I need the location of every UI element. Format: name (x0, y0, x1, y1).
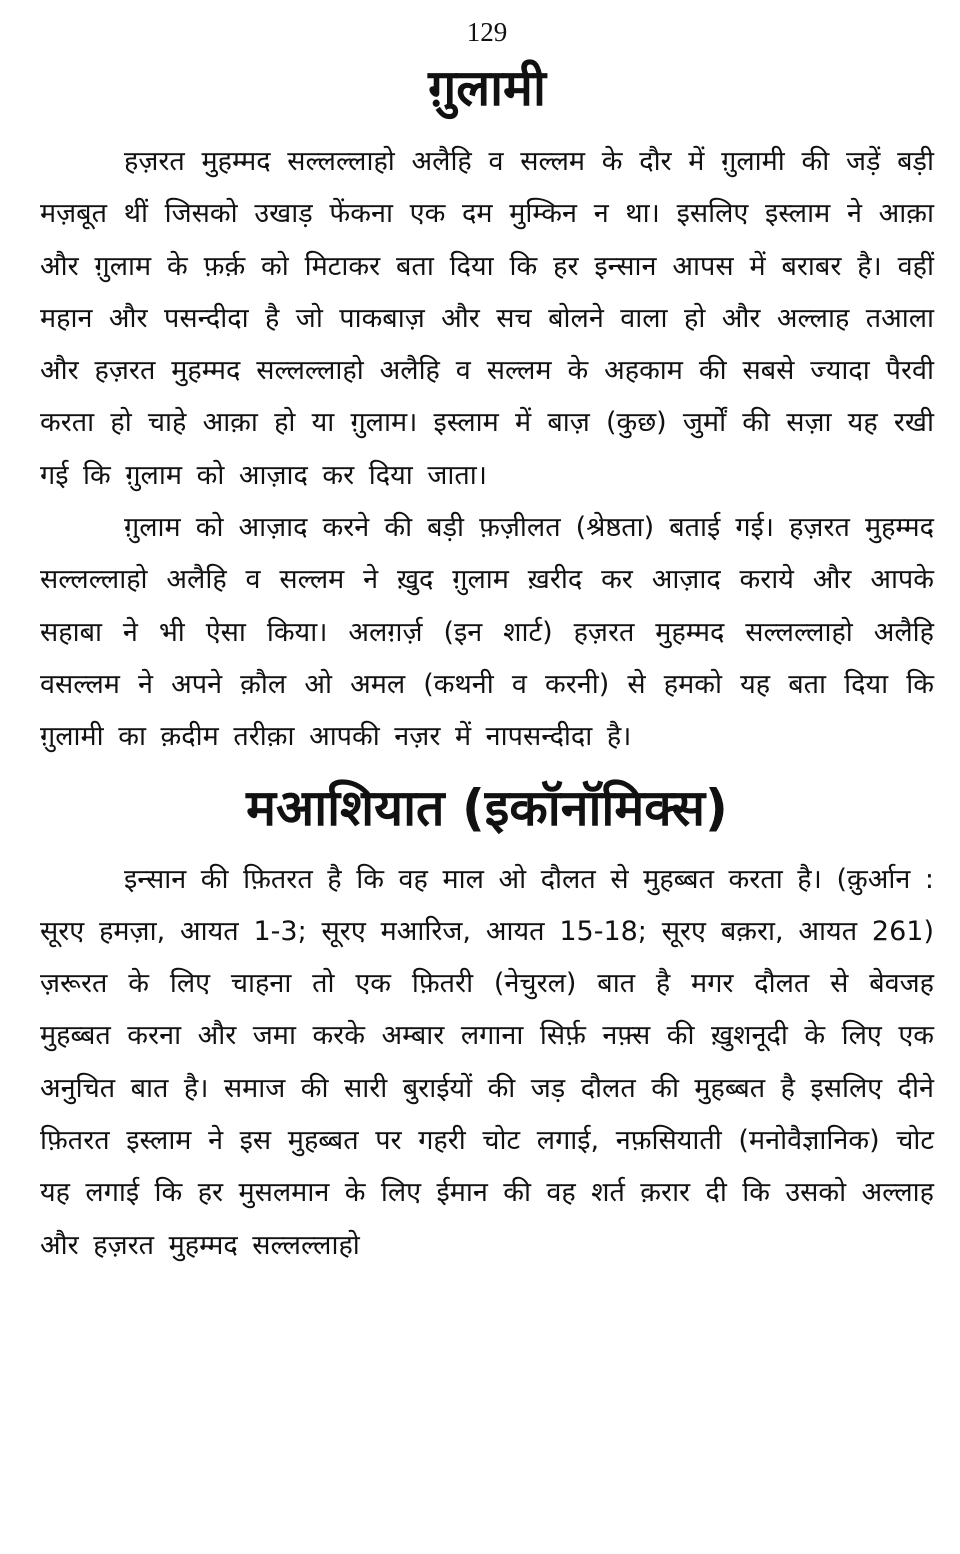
paragraph: ग़ुलाम को आज़ाद करने की बड़ी फ़ज़ीलत (श्रेष्ठता) बताई गई। हज़रत मुहम्मद सल्लल्लाहो अलैहि व सल्लम ने ख़ुद ग़ुलाम ख़रीद कर आज़ाद कराये और आपके सहाबा ने भी ऐसा किया। अलग़र्ज़ (इन शार्ट) हज़रत मुहम्मद सल्लल्लाहो अलैहि वसल्लम ने अपने क़ौल ओ अमल (कथनी व करनी) से हमको यह बता दिया कि ग़ुलामी का क़दीम तरीक़ा आपकी नज़र में नापसन्दीदा है। (40, 512, 934, 753)
page-number: 129 (466, 17, 508, 47)
section-heading-economics: मआशियात (इकॉनॉमिक्स) (246, 778, 728, 837)
section-heading-slavery: ग़ुलामी (428, 59, 546, 117)
paragraph: हज़रत मुहम्मद सल्लल्लाहो अलैहि व सल्लम के दौर में ग़ुलामी की जड़ें बड़ी मज़बूत थीं जिसको उखाड़ फेंकना एक दम मुम्किन न था। इसलिए इस्लाम ने आक़ा और ग़ुलाम के फ़र्क़ को मिटाकर बता दिया कि हर इन्सान आपस में बराबर है। वहीं महान और पसन्दीदा है जो पाकबाज़ और सच बोलने वाला हो और अल्लाह तआला और हज़रत मुहम्मद सल्लल्लाहो अलैहि व सल्लम के अहकाम की सबसे ज्यादा पैरवी करता हो चाहे आक़ा हो या ग़ुलाम। इस्लाम में बाज़ (कुछ) जुर्मों की सज़ा यह रखी गई कि ग़ुलाम को आज़ाद कर दिया जाता। (40, 146, 934, 491)
paragraph: इन्सान की फ़ितरत है कि वह माल ओ दौलत से मुहब्बत करता है। (क़ुर्आन : सूरए हमज़ा, आयत 1-3; सूरए मआरिज, आयत 15-18; सूरए बक़रा, आयत 261) ज़रूरत के लिए चाहना तो एक फ़ितरी (नेचुरल) बात है मगर दौलत से बेवजह मुहब्बत करना और जमा करके अम्बार लगाना सिर्फ़ नफ़्स की ख़ुशनूदी के लिए एक अनुचित बात है। समाज की सारी बुराईयों की जड़ दौलत की मुहब्बत है इसलिए दीने फ़ितरत इस्लाम ने इस मुहब्बत पर गहरी चोट लगाई, नफ़सियाती (मनोवैज्ञानिक) चोट यह लगाई कि हर मुसलमान के लिए ईमान की वह शर्त क़रार दी कि उसको अल्लाह और हज़रत मुहम्मद सल्लल्लाहो (40, 863, 934, 1261)
